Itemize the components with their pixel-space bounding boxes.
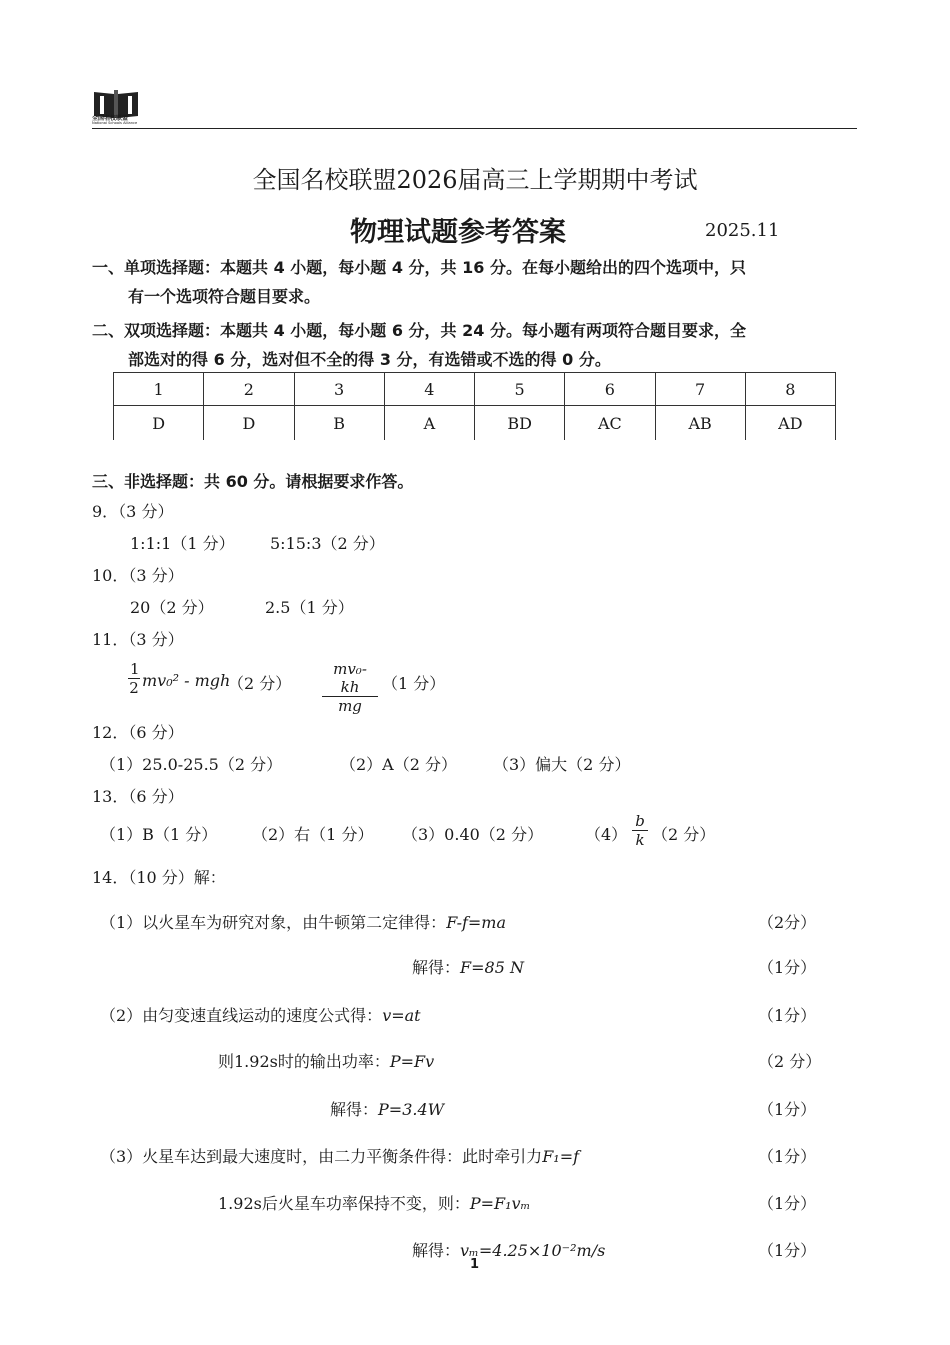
q9-answer1: 1:1:1（1 分） [130,534,235,553]
q14-line-2 [412,955,524,978]
q11-score2: （1 分） [382,674,446,693]
logo-text: 全国名校联盟 [92,115,129,122]
answer-cell: D [114,406,204,441]
q14-score-8: （1分） [758,1241,817,1260]
q12-answer1: （1）25.0-25.5（2 分） [100,755,283,774]
q14-line-text: （1）以火星车为研究对象，由牛顿第二定律得： [100,913,447,932]
q12-answer2: （2）A（2 分） [340,755,458,774]
fraction-denominator: mg [338,697,362,715]
logo-text-en: National Schools Alliance [92,121,138,125]
page-number: 1 [470,1257,480,1272]
fraction-numerator: 1 [130,660,140,678]
question-number: 6 [565,373,655,406]
q13-answer4-score: （2 分） [652,825,716,844]
question-number: 7 [655,373,745,406]
q14-score-7: （1分） [758,1194,817,1213]
answer-table [113,372,836,440]
answer-cell: A [384,406,474,441]
section2-line2: 部选对的得 6 分，选对但不全的得 3 分，有选错或不选的得 0 分。 [128,350,611,369]
q14-line-8 [412,1238,605,1261]
q14-line-text: （3）火星车达到最大速度时，由二力平衡条件得：此时牵引力 [100,1147,543,1166]
q14-score-2: （1分） [758,958,817,977]
q14-line-1 [100,910,506,933]
q9-answer2: 5:15:3（2 分） [270,534,385,553]
q14-line-text: （2）由匀变速直线运动的速度公式得： [100,1006,383,1025]
q14-formula: P=3.4W [378,1100,445,1119]
q13-answer2: （2）右（1 分） [252,825,374,844]
q11-fraction1 [128,660,140,697]
question-number: 1 [114,373,204,406]
q10-answer2: 2.5（1 分） [265,598,354,617]
answer-cell: B [294,406,384,441]
question-number: 8 [745,373,835,406]
header-divider [92,128,857,129]
q14-score-4: （2 分） [758,1052,822,1071]
q14-formula: P=Fv [389,1052,435,1071]
answer-cell: AB [655,406,745,441]
section2-line1: 二、双项选择题：本题共 4 小题，每小题 6 分，共 24 分。每小题有两项符合题目要求，全 [92,321,746,340]
q14-line-text: 则1.92s时的输出功率： [218,1052,390,1071]
answer-table-header-row [114,373,836,406]
q13-label: 13．（6 分） [92,787,184,806]
q14-score-5: （1分） [758,1100,817,1119]
section1-line2: 有一个选项符合题目要求。 [128,287,321,306]
exam-date: 2025.11 [705,220,780,241]
q13-fraction [632,812,648,849]
q10-answer1: 20（2 分） [130,598,214,617]
q11-fraction2 [322,660,378,715]
answer-cell: AD [745,406,835,441]
section3-heading: 三、非选择题：共 60 分。请根据要求作答。 [92,472,414,491]
q13-answer1: （1）B（1 分） [100,825,218,844]
q12-answer3: （3）偏大（2 分） [493,755,631,774]
q14-line-6 [100,1144,579,1167]
q14-formula: v=at [382,1006,421,1025]
q14-formula: F=85 N [460,958,524,977]
q14-score-1: （2分） [758,913,817,932]
section1-line1: 一、单项选择题：本题共 4 小题，每小题 4 分，共 16 分。在每小题给出的四个选项中，只 [92,258,746,277]
question-number: 5 [475,373,565,406]
fraction-denominator: 2 [129,679,139,697]
question-number: 4 [384,373,474,406]
question-number: 2 [204,373,294,406]
q9-label: 9．（3 分） [92,502,174,521]
q14-label: 14．（10 分）解： [92,868,226,887]
q14-formula: vₘ=4.25×10⁻²m/s [460,1241,606,1260]
question-number: 3 [294,373,384,406]
q14-formula: F₁=f [542,1147,580,1166]
q14-formula: P=F₁vₘ [469,1194,531,1213]
q14-line-text: 解得： [412,958,461,977]
q14-line-text: 解得： [412,1241,461,1260]
fraction-denominator: k [635,831,645,849]
answer-table-answer-row [114,406,836,441]
q14-line-text: 1.92s后火星车功率保持不变，则： [218,1194,470,1213]
answer-cell: D [204,406,294,441]
q14-score-6: （1分） [758,1147,817,1166]
q14-line-text: 解得： [330,1100,379,1119]
q14-formula: F-f=ma [446,913,507,932]
q14-line-4 [218,1049,434,1072]
q14-score-3: （1分） [758,1006,817,1025]
answer-title: 物理试题参考答案 [350,217,566,248]
answer-cell: BD [475,406,565,441]
fraction-numerator: b [632,812,648,831]
q14-line-5 [330,1097,444,1120]
q10-label: 10．（3 分） [92,566,184,585]
answer-cell: AC [565,406,655,441]
exam-title: 全国名校联盟2026届高三上学期期中考试 [252,166,698,194]
q11-score1: （2 分） [228,674,292,693]
q12-label: 12．（6 分） [92,723,184,742]
q11-label: 11．（3 分） [92,630,184,649]
q14-line-3 [100,1003,421,1026]
fraction-numerator: mv₀-kh [322,660,378,697]
q13-answer3: （3）0.40（2 分） [402,825,544,844]
q14-line-7 [218,1191,530,1214]
q11-expr1: mv₀² - mgh [142,671,231,690]
q13-answer4-prefix: （4） [585,825,628,844]
